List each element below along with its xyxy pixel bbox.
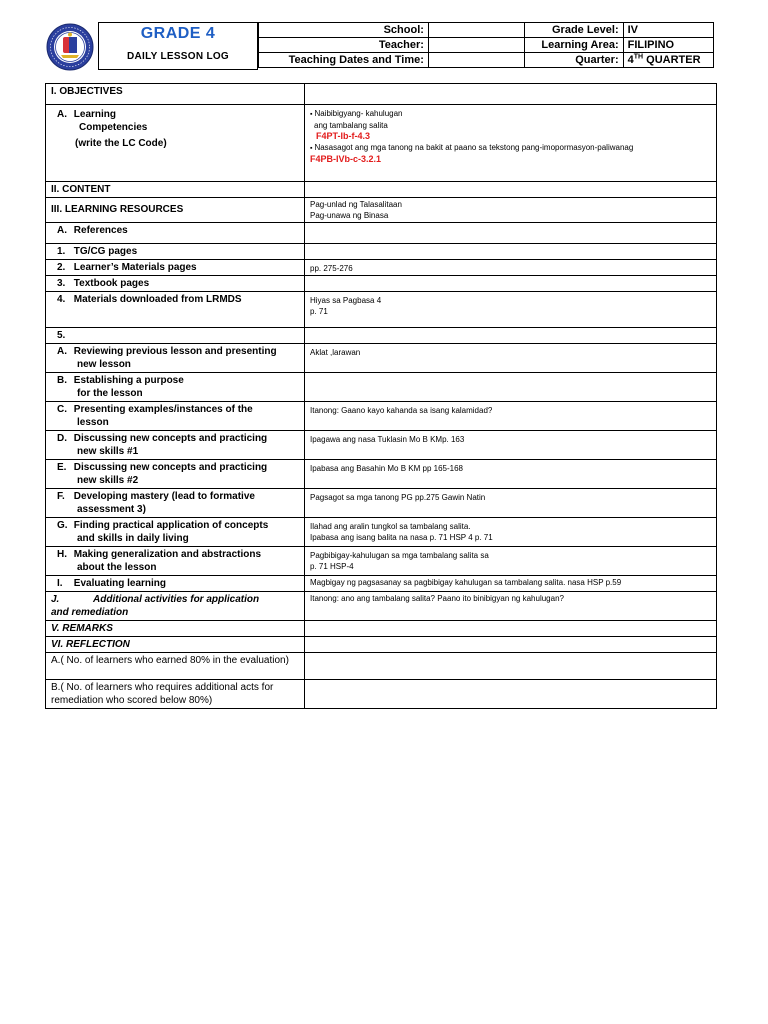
procedure-line1-f: Developing mastery (lead to formative (73, 491, 255, 502)
procedure-letter-i: I. (57, 578, 63, 589)
resource-label-5 (46, 328, 305, 344)
info-table (258, 22, 714, 68)
remarks-title: V. REMARKS (46, 621, 305, 637)
daily-lesson-log-title: DAILY LESSON LOG (126, 51, 230, 62)
remarks-row (46, 621, 717, 637)
resource-text-2: Learner’s Materials pages (73, 262, 197, 273)
procedure-value-d: Ipagawa ang nasa Tuklasin Mo B KMp. 163 (305, 431, 717, 460)
resource-row-1 (46, 244, 717, 260)
reflection-a-value (305, 653, 717, 680)
procedure-line2-d: new skills #1 (77, 446, 139, 457)
content-title: II. CONTENT (46, 182, 305, 198)
competencies-label (46, 105, 305, 182)
dates-value (428, 53, 524, 68)
competency-1b: ang tambalang salita (314, 121, 388, 130)
reflection-title: VI. REFLECTION (46, 637, 305, 653)
reflection-a-label: A.( No. of learners who earned 80% in the evaluation) (46, 653, 305, 680)
lesson-log-table (45, 83, 717, 709)
resource-row-2 (46, 260, 717, 276)
procedure-line2-f: assessment 3) (77, 504, 146, 515)
quarter-number: 4 (627, 53, 634, 66)
procedure-letter-e: E. (57, 462, 67, 473)
procedure-line1-g: Finding practical application of concepts (73, 520, 269, 531)
references-label (46, 223, 305, 244)
procedure-value-g2: Ipabasa ang isang balita na nasa p. 71 HSP 4 p. 71 (310, 533, 493, 542)
remarks-value (305, 621, 717, 637)
procedure-line1-h: Making generalization and abstractions (73, 549, 262, 560)
competencies-value (305, 105, 717, 182)
resource-num-4: 4. (57, 294, 66, 305)
procedure-label-h (46, 547, 305, 576)
resource-num-5: 5. (57, 330, 66, 341)
resource-text-4: Materials downloaded from LRMDS (73, 294, 242, 305)
references-value (305, 223, 717, 244)
reflection-b-label: B.( No. of learners who requires additional acts for remediation who scored below 80%) (46, 680, 305, 709)
procedure-value-h2: p. 71 HSP-4 (310, 562, 354, 571)
resource-text-1: TG/CG pages (73, 246, 138, 257)
references-row (46, 223, 717, 244)
resource-label-2 (46, 260, 305, 276)
school-value (428, 23, 524, 38)
procedure-value-a: Aklat ,larawan (305, 344, 717, 373)
grade-title-box (98, 22, 258, 70)
reflection-a-row (46, 653, 717, 680)
resource-value-5 (305, 328, 717, 344)
procedure-value-b (305, 373, 717, 402)
competencies-line2: Competencies (79, 122, 148, 133)
procedure-value-c: Itanong: Gaano kayo kahanda sa isang kalamidad? (305, 402, 717, 431)
grade-level-value: IV (623, 23, 713, 38)
quarter-word: QUARTER (643, 53, 701, 66)
lc-code-2: F4PB-IVb-c-3.2.1 (310, 154, 382, 164)
procedure-line2-g: and skills in daily living (77, 533, 189, 544)
competencies-line1: Learning (73, 109, 117, 120)
reflection-b-row (46, 680, 717, 709)
reflection-b-value (305, 680, 717, 709)
learning-area-label: Learning Area: (525, 38, 623, 53)
school-label: School: (259, 23, 429, 38)
content-value (305, 182, 717, 198)
resource-value-3 (305, 276, 717, 292)
resource-row-5 (46, 328, 717, 344)
procedure-row-g (46, 518, 717, 547)
procedure-label-d (46, 431, 305, 460)
additional-value: Itanong: ano ang tambalang salita? Paano ito binibigyan ng kahulugan? (305, 592, 717, 621)
procedure-row-d (46, 431, 717, 460)
procedure-label-b (46, 373, 305, 402)
procedure-row-b (46, 373, 717, 402)
references-text: References (73, 225, 128, 236)
quarter-label: Quarter: (525, 53, 623, 68)
dates-label: Teaching Dates and Time: (259, 53, 429, 68)
resource-label-1 (46, 244, 305, 260)
resource-label-3 (46, 276, 305, 292)
procedure-line1-b: Establishing a purpose (73, 375, 184, 386)
competencies-row (46, 105, 717, 182)
seal-icon (44, 22, 96, 72)
references-letter: A. (57, 225, 67, 236)
resources-value-2: Pag-unawa ng Binasa (310, 211, 389, 220)
procedure-row-h (46, 547, 717, 576)
procedure-line2-h: about the lesson (77, 562, 157, 573)
resource-num-1: 1. (57, 246, 66, 257)
resources-row (46, 198, 717, 223)
procedure-line1-i: Evaluating learning (73, 578, 167, 589)
resource-value-4a: Hiyas sa Pagbasa 4 (310, 296, 382, 305)
additional-label (46, 592, 305, 621)
resource-num-2: 2. (57, 262, 66, 273)
procedure-row-f (46, 489, 717, 518)
teacher-value (428, 38, 524, 53)
procedure-label-i (46, 576, 305, 592)
procedure-label-g (46, 518, 305, 547)
procedure-row-a (46, 344, 717, 373)
procedure-line1-c: Presenting examples/instances of the (73, 404, 253, 415)
resource-label-4 (46, 292, 305, 328)
reflection-row (46, 637, 717, 653)
additional-line2: and remediation (51, 607, 129, 618)
competencies-letter: A. (57, 109, 67, 120)
procedure-line2-c: lesson (77, 417, 109, 428)
procedure-value-h (305, 547, 717, 576)
reflection-value (305, 637, 717, 653)
additional-line1: Additional activities for application (93, 594, 260, 605)
procedure-value-g (305, 518, 717, 547)
procedure-label-e (46, 460, 305, 489)
procedure-line1-e: Discussing new concepts and practicing (73, 462, 268, 473)
competencies-line3: (write the LC Code) (75, 138, 167, 149)
procedure-line2-b: for the lesson (77, 388, 143, 399)
grade-level-label: Grade Level: (525, 23, 623, 38)
resource-value-4b: p. 71 (310, 307, 328, 316)
resource-text-3: Textbook pages (73, 278, 150, 289)
objectives-value (305, 84, 717, 105)
procedure-letter-f: F. (57, 491, 65, 502)
procedure-value-e: Ipabasa ang Basahin Mo B KM pp 165-168 (305, 460, 717, 489)
lesson-log-header (44, 22, 714, 72)
procedure-letter-a: A. (57, 346, 67, 357)
resource-value-4 (305, 292, 717, 328)
additional-letter: J. (51, 594, 60, 605)
procedure-letter-c: C. (57, 404, 67, 415)
objectives-row (46, 84, 717, 105)
resource-row-3 (46, 276, 717, 292)
learning-area-value: FILIPINO (623, 38, 713, 53)
procedure-value-f: Pagsagot sa mga tanong PG pp.275 Gawin Natin (305, 489, 717, 518)
procedure-letter-b: B. (57, 375, 67, 386)
procedure-letter-g: G. (57, 520, 68, 531)
procedure-line2-a: new lesson (77, 359, 131, 370)
resources-title: III. LEARNING RESOURCES (46, 198, 305, 223)
procedure-row-c (46, 402, 717, 431)
procedure-line1-d: Discussing new concepts and practicing (73, 433, 268, 444)
resource-value-2: pp. 275-276 (305, 260, 717, 276)
procedure-value-i: Magbigay ng pagsasanay sa pagbibigay kahulugan sa tambalang salita. nasa HSP p.59 (305, 576, 717, 592)
teacher-label: Teacher: (259, 38, 429, 53)
resource-num-3: 3. (57, 278, 66, 289)
objectives-title: I. OBJECTIVES (46, 84, 305, 105)
procedure-line2-e: new skills #2 (77, 475, 139, 486)
quarter-suffix: TH (633, 52, 644, 60)
procedure-letter-h: H. (57, 549, 67, 560)
resource-row-4 (46, 292, 717, 328)
competency-1: ▪ Naibibigyang- kahulugan (310, 108, 711, 120)
content-row (46, 182, 717, 198)
procedure-row-e (46, 460, 717, 489)
grade-title: GRADE 4 (140, 25, 216, 42)
procedure-label-c (46, 402, 305, 431)
resources-value (305, 198, 717, 223)
procedure-line1-a: Reviewing previous lesson and presenting (73, 346, 277, 357)
procedure-value-g1: Ilahad ang aralin tungkol sa tambalang salita. (310, 522, 471, 531)
procedure-value-h1: Pagbibigay-kahulugan sa mga tambalang salita sa (310, 551, 489, 560)
additional-row (46, 592, 717, 621)
resources-value-1: Pag-unlad ng Talasalitaan (310, 200, 402, 209)
competency-2: ▪ Nasasagot ang mga tanong na bakit at paano sa tekstong pang-imopormasyon-paliwanag (310, 142, 711, 154)
resource-value-1 (305, 244, 717, 260)
quarter-value (623, 53, 713, 68)
procedure-label-a (46, 344, 305, 373)
deped-seal-logo (44, 22, 96, 72)
procedure-row-i (46, 576, 717, 592)
lc-code-1: F4PT-Ib-f-4.3 (316, 131, 371, 141)
procedure-label-f (46, 489, 305, 518)
procedure-letter-d: D. (57, 433, 67, 444)
